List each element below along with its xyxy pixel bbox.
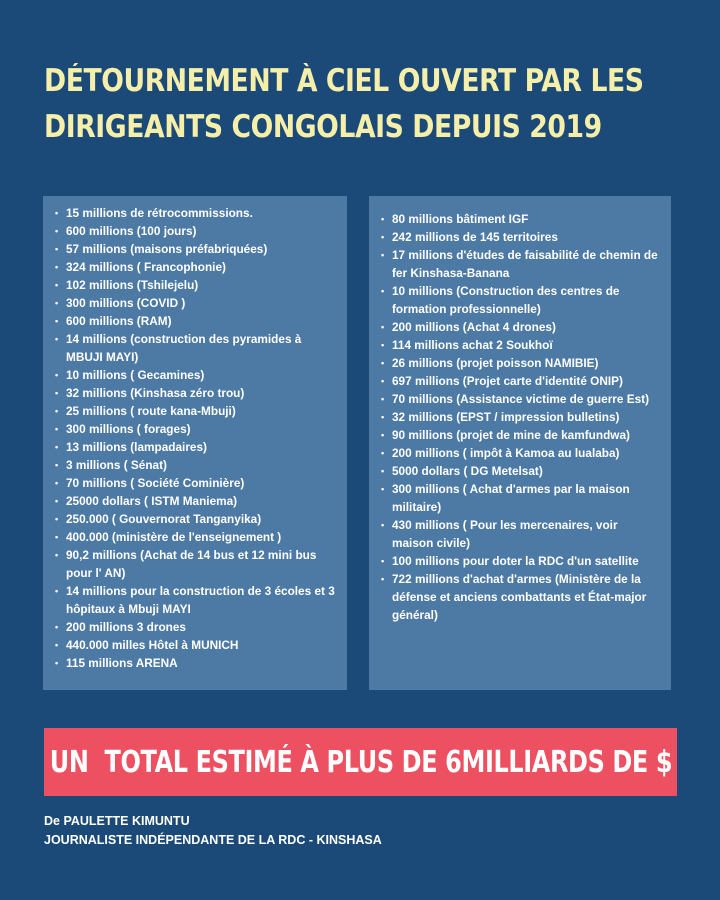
list-item: • 300 millions ( Achat d'armes par la maison militaire) <box>381 480 659 516</box>
author-credit <box>44 812 382 850</box>
list-item: • 17 millions d'études de faisabilité de chemin de fer Kinshasa-Banana <box>381 246 659 282</box>
right-panel <box>369 196 671 690</box>
list-item: • 25 millions ( route kana-Mbuji) <box>55 402 335 420</box>
list-item: • 32 millions (EPST / impression bulletins) <box>381 408 659 426</box>
credit-author: De PAULETTE KIMUNTU <box>44 814 190 828</box>
list-item: • 14 millions (construction des pyramides à MBUJI MAYI) <box>55 330 335 366</box>
list-item: • 80 millions bâtiment IGF <box>381 210 659 228</box>
list-item: • 70 millions ( Société Cominière) <box>55 474 335 492</box>
list-item: • 600 millions (RAM) <box>55 312 335 330</box>
list-item: • 90,2 millions (Achat de 14 bus et 12 mini bus pour l' AN) <box>55 546 335 582</box>
list-item: • 430 millions ( Pour les mercenaires, voir maison civile) <box>381 516 659 552</box>
list-item: • 14 millions pour la construction de 3 écoles et 3 hôpitaux à Mbuji MAYI <box>55 582 335 618</box>
total-banner <box>44 728 677 796</box>
credit-role: JOURNALISTE INDÉPENDANTE DE LA RDC - KINSHASA <box>44 833 382 847</box>
list-item: • 15 millions de rétrocommissions. <box>55 204 335 222</box>
list-item: • 100 millions pour doter la RDC d'un satellite <box>381 552 659 570</box>
list-item: • 26 millions (projet poisson NAMIBIE) <box>381 354 659 372</box>
list-item: • 300 millions ( forages) <box>55 420 335 438</box>
left-list <box>55 204 335 672</box>
list-item: • 115 millions ARENA <box>55 654 335 672</box>
list-item: • 440.000 milles Hôtel à MUNICH <box>55 636 335 654</box>
list-item: • 200 millions 3 drones <box>55 618 335 636</box>
list-item: • 90 millions (projet de mine de kamfundwa) <box>381 426 659 444</box>
list-item: • 5000 dollars ( DG Metelsat) <box>381 462 659 480</box>
list-item: • 400.000 (ministère de l'enseignement ) <box>55 528 335 546</box>
list-item: • 25000 dollars ( ISTM Maniema) <box>55 492 335 510</box>
list-item: • 200 millions ( impôt à Kamoa au lualaba) <box>381 444 659 462</box>
list-item: • 697 millions (Projet carte d'identité ONIP) <box>381 372 659 390</box>
list-item: • 10 millions ( Gecamines) <box>55 366 335 384</box>
page-title <box>44 58 644 150</box>
list-item: • 324 millions ( Francophonie) <box>55 258 335 276</box>
list-item: • 57 millions (maisons préfabriquées) <box>55 240 335 258</box>
list-item: • 32 millions (Kinshasa zéro trou) <box>55 384 335 402</box>
list-item: • 10 millions (Construction des centres de formation professionnelle) <box>381 282 659 318</box>
list-item: • 114 millions achat 2 Soukhoï <box>381 336 659 354</box>
list-item: • 200 millions (Achat 4 drones) <box>381 318 659 336</box>
right-list <box>381 210 659 624</box>
list-item: • 250.000 ( Gouvernorat Tanganyika) <box>55 510 335 528</box>
list-item: • 70 millions (Assistance victime de guerre Est) <box>381 390 659 408</box>
list-item: • 3 millions ( Sénat) <box>55 456 335 474</box>
banner-text: UN TOTAL ESTIMÉ À PLUS DE 6MILLIARDS DE $ <box>49 744 672 780</box>
title-line-2: DIRIGEANTS CONGOLAIS DEPUIS 2019 <box>44 109 602 145</box>
list-item: • 242 millions de 145 territoires <box>381 228 659 246</box>
list-item: • 600 millions (100 jours) <box>55 222 335 240</box>
list-item: • 13 millions (lampadaires) <box>55 438 335 456</box>
left-panel <box>43 196 347 690</box>
title-line-1: DÉTOURNEMENT À CIEL OUVERT PAR LES <box>44 63 644 99</box>
list-item: • 102 millions (Tshilejelu) <box>55 276 335 294</box>
list-item: • 300 millions (COVID ) <box>55 294 335 312</box>
list-item: • 722 millions d'achat d'armes (Ministère de la défense et anciens combattants et État-major général) <box>381 570 659 624</box>
